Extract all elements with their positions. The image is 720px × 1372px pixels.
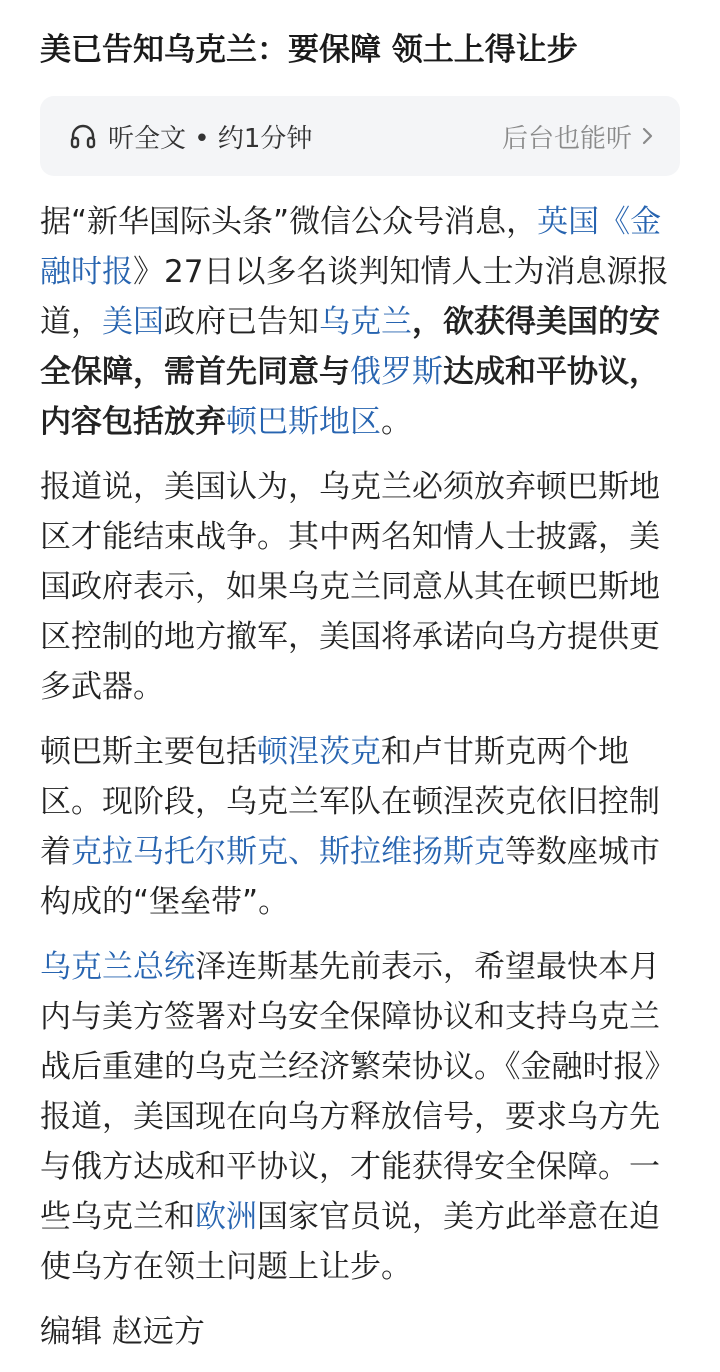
paragraph-1 xyxy=(40,197,680,447)
p4-text-1: 泽连斯基先前表示，希望最快本月内与美方签署对乌安全保障协议和支持乌克兰战后重建的乌克兰经济繁荣协议。《金融时报》报道，美国现在向乌方释放信号，要求乌方先与俄方达成和平协议，才能获得安全保障。一些乌克兰和 xyxy=(40,949,676,1235)
link-uk[interactable]: 英国 xyxy=(537,204,600,240)
link-usa[interactable]: 美国 xyxy=(102,304,164,340)
link-donbas-region[interactable]: 顿巴斯地区 xyxy=(226,404,381,440)
p3-separator: 、 xyxy=(288,834,319,870)
p3-text-3: 等数座城市构成的“堡垒带”。 xyxy=(40,834,660,920)
paragraph-2: 报道说，美国认为，乌克兰必须放弃顿巴斯地区才能结束战争。其中两名知情人士披露，美国政府表示，如果乌克兰同意从其在顿巴斯地区控制的地方撤军，美国将承诺向乌方提供更多武器。 xyxy=(40,469,660,705)
link-russia[interactable]: 俄罗斯 xyxy=(350,354,443,390)
p1-text-2: 》27日以多名谈判知情人士为消息源报道， xyxy=(40,254,669,340)
p1-text-1: 据“新华国际头条”微信公众号消息， xyxy=(40,204,538,240)
listen-full-article-button[interactable] xyxy=(68,118,312,155)
p1-text-4: 。 xyxy=(381,404,412,440)
background-listen-button[interactable] xyxy=(502,118,654,155)
link-europe[interactable]: 欧洲 xyxy=(195,1199,257,1235)
link-donetsk[interactable]: 顿涅茨克 xyxy=(257,734,381,770)
listen-full-article-bar[interactable] xyxy=(40,96,680,176)
paragraph-4 xyxy=(40,942,680,1292)
paragraph-3 xyxy=(40,727,680,927)
link-ukraine[interactable]: 乌克兰 xyxy=(319,304,412,340)
p1-bold-1: ，欲获得美国的安全保障，需首先同意与 xyxy=(40,304,660,390)
link-sloviansk[interactable]: 斯拉维扬斯克 xyxy=(319,834,505,870)
chevron-right-icon xyxy=(642,126,654,146)
p1-text-3: 政府已告知 xyxy=(164,304,319,340)
p1-bracket-open: 《 xyxy=(599,204,631,240)
link-financial-times[interactable]: 金融时报 xyxy=(40,204,662,290)
listen-label: 听全文 • 约1分钟 xyxy=(108,123,313,154)
p3-text-1: 顿巴斯主要包括 xyxy=(40,734,257,770)
link-ukraine-president[interactable]: 乌克兰总统 xyxy=(40,949,195,985)
editor-line: 编辑 赵远方 xyxy=(40,1314,205,1350)
link-kramatorsk[interactable]: 克拉马托尔斯克 xyxy=(71,834,288,870)
p1-bold-2: 达成和平协议，内容包括放弃 xyxy=(40,354,660,440)
article-body xyxy=(40,197,680,1372)
p3-text-2: 和卢甘斯克两个地区。现阶段，乌克兰军队在顿涅茨克依旧控制着 xyxy=(40,734,660,870)
p4-text-2: 国家官员说，美方此举意在迫使乌方在领土问题上让步。 xyxy=(40,1199,660,1285)
headphones-icon xyxy=(68,121,98,151)
background-listen-label: 后台也能听 xyxy=(501,123,632,154)
article-title: 美已告知乌克兰：要保障 领土上得让步 xyxy=(40,32,578,68)
